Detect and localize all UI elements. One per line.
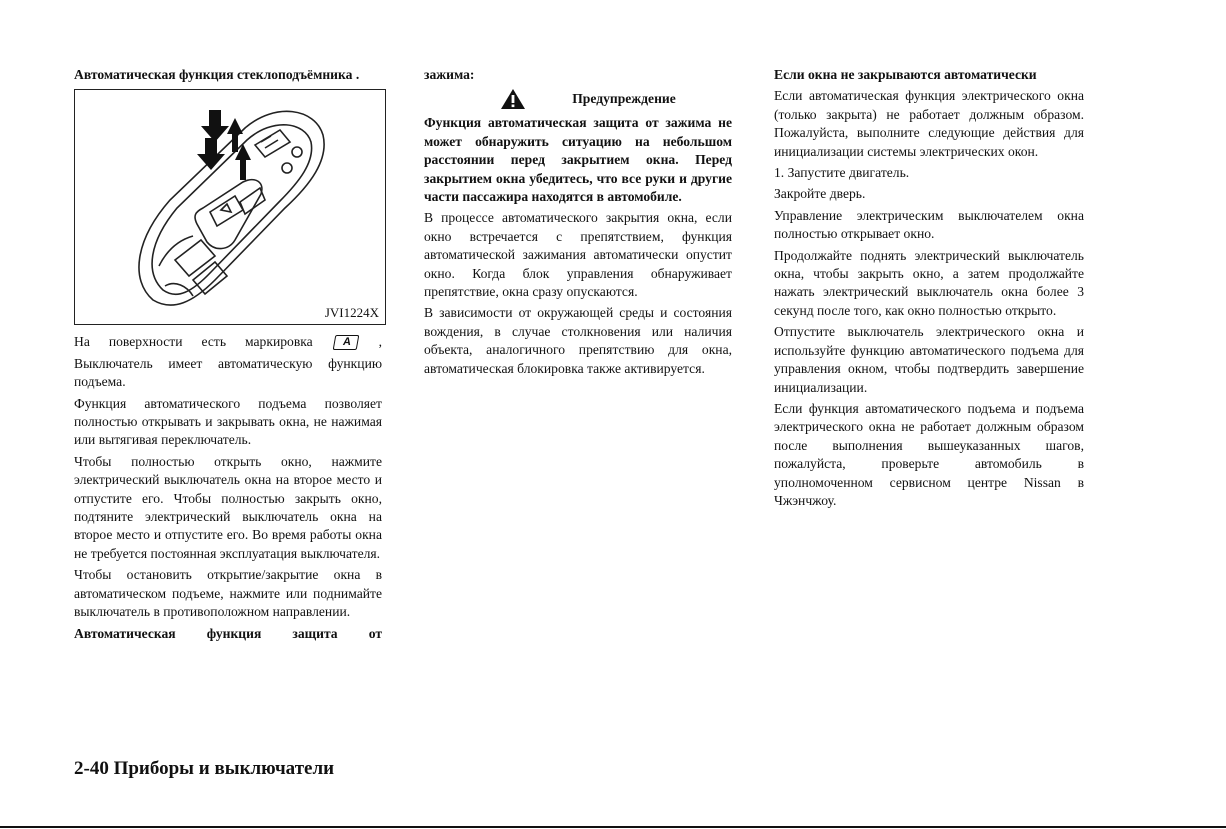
paragraph-stop: Чтобы остановить открытие/закрытие окна в автоматическом подъеме, нажмите или поднимайте выключатель в противоположном направлении. (74, 567, 382, 620)
paragraph-auto-function: Выключатель имеет автоматическую функцию подъема. (74, 355, 382, 390)
paragraph-service: Если функция автоматического подъема и подъема электрического окна не работает должным образом после выполнения вышеуказанных шагов, пожалуйста, проверьте автомобиль в уполномоченном сервисном центре Nissan в Чжэнчжоу. (774, 400, 1084, 508)
step-start-engine: 1. Запустите двигатель. (774, 165, 910, 181)
window-switch-illustration (75, 90, 387, 326)
paragraph-anti-pinch-heading: Автоматическая функция защита от (74, 625, 382, 641)
warning-header (424, 87, 732, 111)
step-open-window: Управление электрическим выключателем окна полностью открывает окно. (774, 207, 1084, 242)
marking-comma: , (378, 334, 383, 350)
page-footer: 2-40 Приборы и выключатели (74, 758, 335, 779)
section-heading-auto-window: Автоматическая функция стеклоподъёмника . (74, 67, 360, 82)
warning-title: Предупреждение (572, 91, 676, 107)
section-heading-init: Если окна не закрываются автоматически (774, 67, 1037, 82)
column-left (74, 66, 382, 646)
paragraph-auto-open-close: Функция автоматического подъема позволяет полностью открывать и закрывать окна, не нажимая или вытягивая переключатель. (74, 395, 382, 448)
marking-paragraph (74, 333, 382, 351)
paragraph-full-open: Чтобы полностью открыть окно, нажмите электрический выключатель окна на второе место и отпустите его. Чтобы полностью закрыть окно, подтяните электрический выключатель окна на второе место и отпустите его. Во время работы окна не требуется постоянная эксплуатация выключателя. (74, 453, 382, 561)
bottom-divider (0, 826, 1226, 828)
paragraph-environment: В зависимости от окружающей среды и состояния вождения, в случае столкновения или наличия объекта, аналогичного препятствию для окна, автоматическая блокировка также активируется. (424, 305, 732, 376)
figure-code: JVI1224X (324, 305, 379, 320)
warning-body: Функция автоматическая защита от зажима не может обнаружить ситуацию на небольшом расстоянии перед закрытием окна. Перед закрытием окна убедитесь, что все руки и другие части пассажира находятся в автомобиле. (424, 115, 732, 205)
column-right (774, 66, 1084, 513)
paragraph-obstacle: В процессе автоматического закрытия окна, если окно встречается с препятствием, функция автоматической зажимания автоматически опустит окно. Когда блок управления обнаруживает препятствие, окна сразу опускаются. (424, 210, 732, 300)
column-middle (424, 66, 732, 381)
paragraph-init-intro: Если автоматическая функция электрического окна (только закрыта) не работает должным образом. Пожалуйста, выполните следующие действия для инициализации системы электрических окон. (774, 88, 1084, 159)
anti-pinch-heading-cont: зажима: (424, 67, 475, 82)
marking-text: На поверхности есть маркировка (74, 334, 313, 350)
auto-a-icon: A (332, 335, 359, 350)
step-close-door: Закройте дверь. (774, 186, 866, 202)
warning-icon (500, 88, 526, 110)
step-release-switch: Отпустите выключатель электрического окна и используйте функцию автоматического подъема для управления окном, чтобы подтвердить завершение инициализации. (774, 324, 1084, 395)
step-close-window: Продолжайте поднять электрический выключатель окна, чтобы закрыть окно, а затем продолжайте нажать электрический выключатель окна более 3 секунд после того, как окно полностью открыто. (774, 247, 1084, 318)
window-switch-figure (74, 89, 386, 325)
